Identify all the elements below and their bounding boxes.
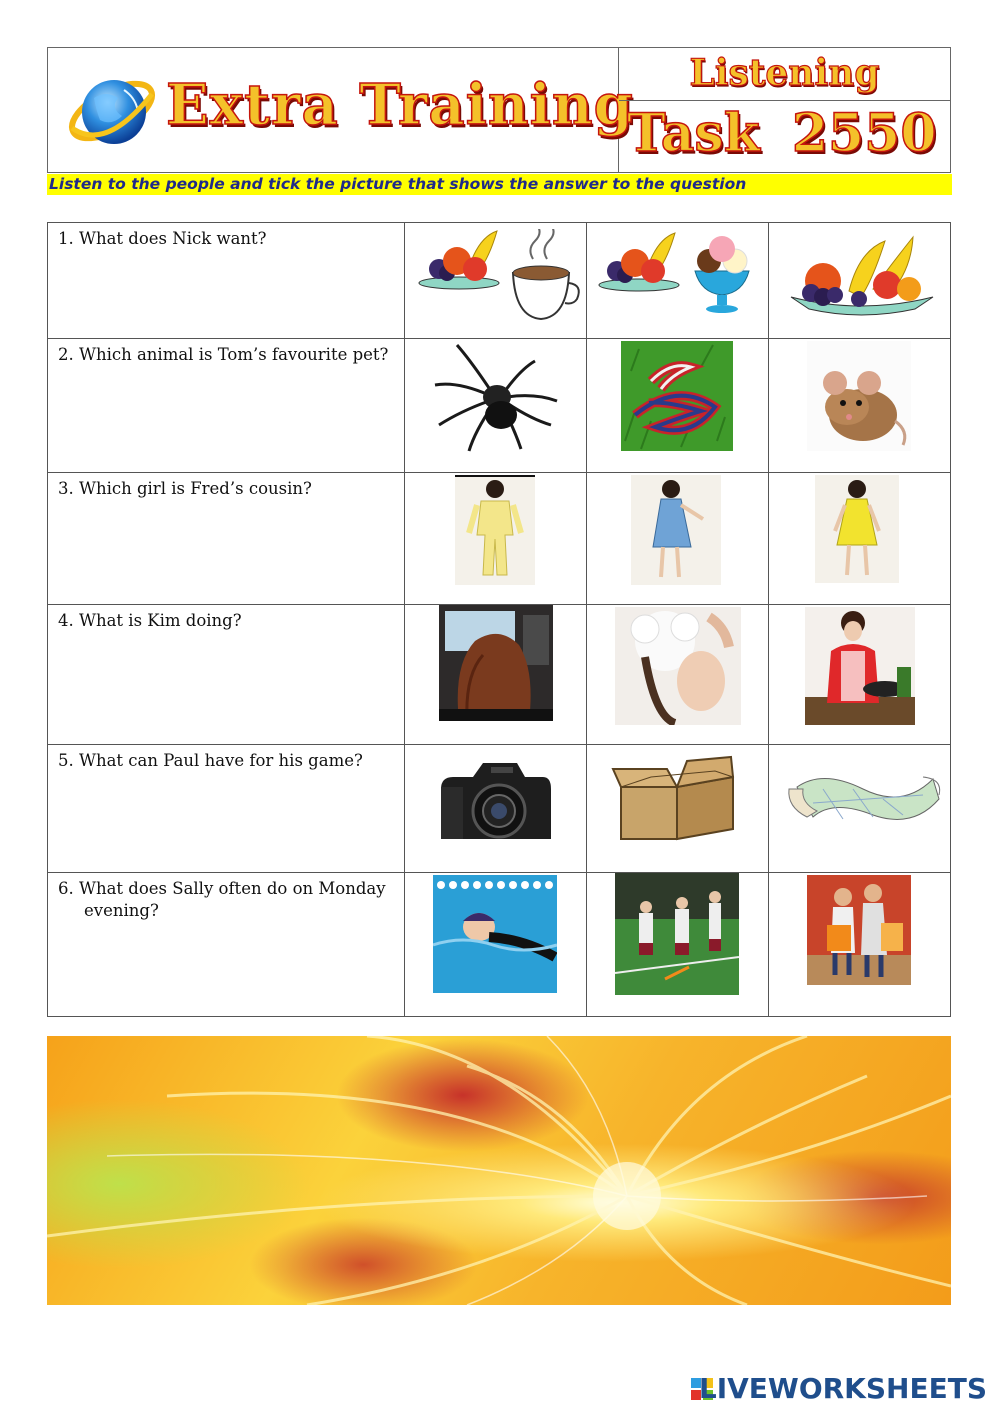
question-cell	[48, 223, 405, 338]
cooking-icon	[805, 607, 915, 725]
answer-option-1b[interactable]	[587, 223, 769, 338]
girl-in-blue-dress-icon	[631, 475, 721, 585]
table-row	[48, 605, 950, 745]
question-text: 1. What does Nick want?	[58, 229, 267, 248]
decorative-flower-banner	[47, 1036, 951, 1305]
answer-option-5a[interactable]	[405, 745, 587, 872]
question-cell	[48, 339, 405, 472]
answer-option-3b[interactable]	[587, 473, 769, 604]
answer-option-1c[interactable]	[769, 223, 950, 338]
swimming-icon	[433, 875, 557, 993]
answer-option-6c[interactable]	[769, 873, 950, 1016]
question-cell	[48, 745, 405, 872]
answer-option-1a[interactable]	[405, 223, 587, 338]
task-number: Task 2550	[627, 103, 937, 164]
table-row	[48, 745, 950, 873]
table-row	[48, 339, 950, 473]
globe-icon	[66, 68, 158, 154]
task-info-cell	[619, 48, 950, 172]
task-cell	[619, 101, 950, 172]
table-row	[48, 473, 950, 605]
snake-icon	[621, 341, 733, 451]
question-text: 3. Which girl is Fred’s cousin?	[58, 479, 312, 498]
fruit-and-ice-cream-icon	[597, 231, 763, 315]
flower-burst-image	[47, 1036, 951, 1305]
washing-hair-icon	[615, 607, 741, 725]
fruit-bowl-icon	[789, 231, 935, 317]
question-text: 2. Which animal is Tom’s favourite pet?	[58, 345, 389, 364]
question-cell	[48, 473, 405, 604]
question-table	[47, 222, 951, 1017]
brand-cell	[48, 48, 634, 172]
map-icon	[783, 759, 943, 839]
answer-option-4c[interactable]	[769, 605, 950, 744]
answer-option-3c[interactable]	[769, 473, 950, 604]
answer-option-6b[interactable]	[587, 873, 769, 1016]
answer-option-4b[interactable]	[587, 605, 769, 744]
shopping-icon	[807, 875, 911, 985]
using-computer-icon	[439, 605, 553, 721]
answer-option-5b[interactable]	[587, 745, 769, 872]
mouse-icon	[807, 341, 911, 451]
worksheet-title: Extra Training	[166, 72, 634, 138]
worksheet-header	[47, 47, 951, 173]
instruction-bar: Listen to the people and tick the picture that shows the answer to the question	[47, 174, 952, 195]
fruit-and-coffee-icon	[417, 229, 583, 323]
table-row	[48, 223, 950, 339]
spider-icon	[431, 341, 561, 453]
answer-option-4a[interactable]	[405, 605, 587, 744]
box-icon	[611, 747, 743, 843]
answer-option-2a[interactable]	[405, 339, 587, 472]
question-text: 5. What can Paul have for his game?	[58, 751, 363, 770]
question-cell	[48, 873, 405, 1016]
answer-option-3a[interactable]	[405, 473, 587, 604]
answer-option-2c[interactable]	[769, 339, 950, 472]
subject-cell	[619, 48, 950, 101]
question-cell	[48, 605, 405, 744]
answer-option-2b[interactable]	[587, 339, 769, 472]
answer-option-5c[interactable]	[769, 745, 950, 872]
liveworksheets-brand[interactable]: LIVEWORKSHEETS	[698, 1372, 987, 1405]
subject-label: Listening	[689, 52, 880, 94]
question-text: 6. What does Sally often do on Monday evening?	[58, 879, 386, 920]
girl-in-yellow-dress-icon	[815, 475, 899, 583]
table-row	[48, 873, 950, 1016]
question-text: 4. What is Kim doing?	[58, 611, 242, 630]
girl-in-yellow-trousers-icon	[455, 475, 535, 585]
hockey-icon	[615, 873, 739, 995]
answer-option-6a[interactable]	[405, 873, 587, 1016]
camera-icon	[433, 749, 557, 853]
